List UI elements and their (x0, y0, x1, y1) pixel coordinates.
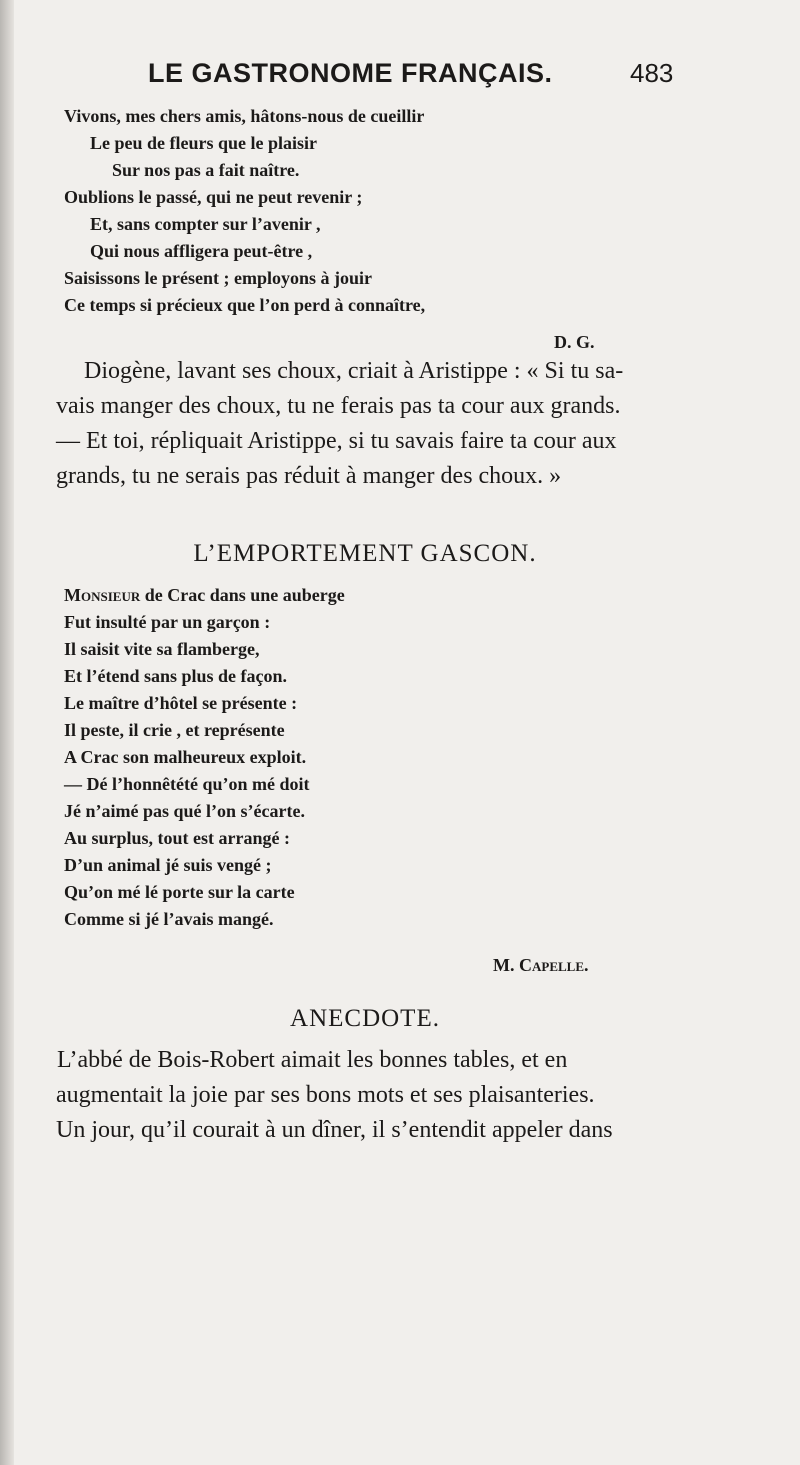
page-number: 483 (630, 58, 674, 88)
poem-signature: D. G. (554, 332, 595, 352)
small-caps-word: Monsieur (64, 585, 141, 605)
poem-vivons (64, 103, 425, 319)
verse-line: Qu’on mé lé porte sur la carte (64, 882, 295, 902)
prose-line: augmentait la joie par ses bons mots et ses plaisanteries. (56, 1082, 595, 1108)
verse-line: Saisissons le présent ; employons à jouir (64, 268, 373, 288)
verse-line: Sur nos pas a fait naître. (112, 160, 300, 180)
signature-prefix: M. (493, 955, 519, 975)
verse-line: D’un animal jé suis vengé ; (64, 855, 272, 875)
verse-line: Jé n’aimé pas qué l’on s’écarte. (64, 801, 305, 821)
poem-emportement (64, 582, 345, 933)
verse-line: Qui nous affligera peut-être , (90, 241, 313, 261)
poem-signature-capelle (493, 955, 589, 976)
prose-line: — Et toi, répliquait Aristippe, si tu savais faire ta cour aux (56, 428, 617, 454)
prose-line: grands, tu ne serais pas réduit à manger des choux. » (56, 463, 562, 489)
verse-line: Le maître d’hôtel se présente : (64, 693, 298, 713)
verse-line: Et, sans compter sur l’avenir , (90, 214, 321, 234)
verse-line: Fut insulté par un garçon : (64, 612, 271, 632)
verse-line: — Dé l’honnêtété qu’on mé doit (64, 774, 310, 794)
gutter-shadow (0, 0, 14, 1465)
verse-line-rest: de Crac dans une auberge (140, 585, 345, 605)
paragraph-anecdote (56, 1043, 666, 1148)
verse-line: Vivons, mes chers amis, hâtons-nous de cueillir (64, 106, 425, 126)
verse-line: Comme si jé l’avais mangé. (64, 909, 274, 929)
verse-line: Au surplus, tout est arrangé : (64, 828, 291, 848)
prose-line: L’abbé de Bois-Robert aimait les bonnes tables, et en (57, 1047, 568, 1073)
verse-line: A Crac son malheureux exploit. (64, 747, 307, 767)
verse-line: Le peu de fleurs que le plaisir (90, 133, 318, 153)
verse-line: Ce temps si précieux que l’on perd à connaître, (64, 295, 426, 315)
section-title-anecdote: ANECDOTE. (290, 1005, 440, 1032)
page-header (0, 58, 800, 98)
running-head: LE GASTRONOME FRANÇAIS. (148, 58, 553, 88)
prose-line: Un jour, qu’il courait à un dîner, il s’entendit appeler dans (56, 1117, 613, 1143)
signature-name: Capelle. (519, 955, 589, 975)
verse-line (64, 582, 345, 609)
section-title-emportement: L’EMPORTEMENT GASCON. (193, 540, 537, 567)
verse-line: Et l’étend sans plus de façon. (64, 666, 288, 686)
verse-line: Oublions le passé, qui ne peut revenir ; (64, 187, 363, 207)
prose-line: Diogène, lavant ses choux, criait à Aristippe : « Si tu sa- (84, 358, 624, 384)
paragraph-diogene (56, 354, 666, 494)
verse-line: Il peste, il crie , et représente (64, 720, 285, 740)
prose-line: vais manger des choux, tu ne ferais pas ta cour aux grands. (56, 393, 621, 419)
verse-line: Il saisit vite sa flamberge, (64, 639, 260, 659)
